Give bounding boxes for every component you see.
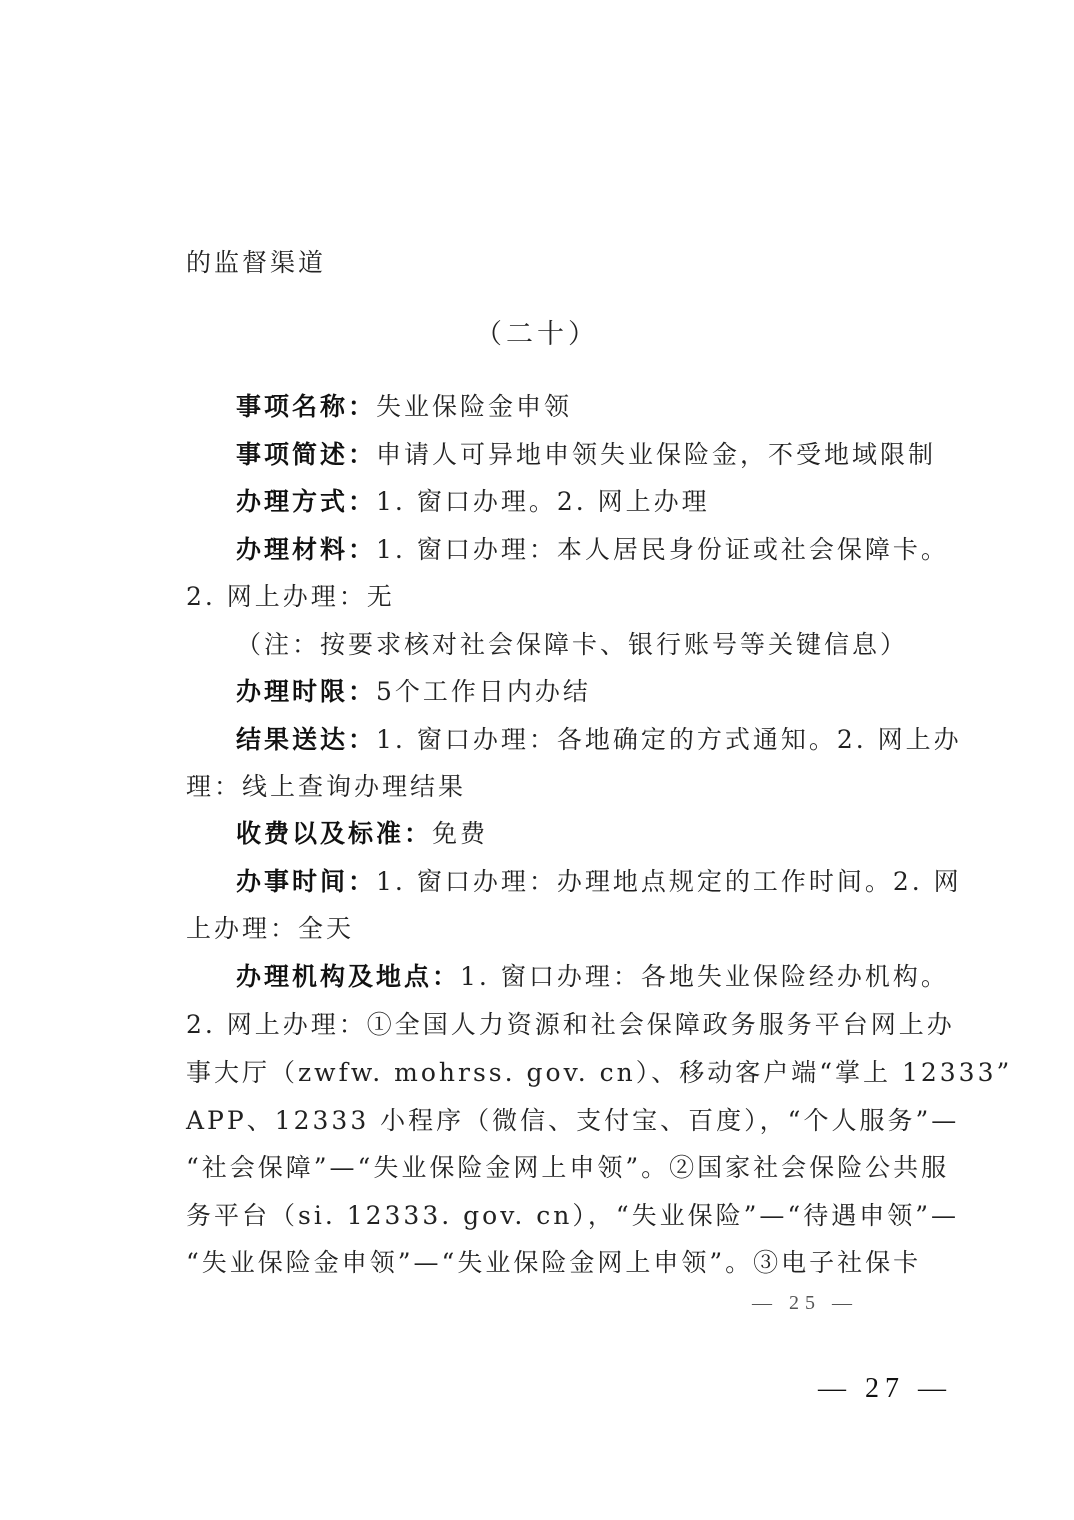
item-agency-line: 务平台（si. 12333. gov. cn），“失业保险”—“待遇申领”— xyxy=(186,1201,959,1230)
item-summary-text: 申请人可异地申领失业保险金，不受地域限制 xyxy=(376,440,937,469)
item-method-label: 办理方式： xyxy=(236,487,377,516)
item-materials-text: 1. 窗口办理：本人居民身份证或社会保障卡。 xyxy=(376,535,949,564)
item-delivery xyxy=(236,724,962,756)
item-agency-line: 事大厅（zwfw. mohrss. gov. cn）、移动客户端“掌上 12333” xyxy=(186,1058,1013,1087)
item-hours-cont: 上办理：全天 xyxy=(186,914,355,943)
item-fee-text: 免费 xyxy=(432,819,489,848)
item-method-text: 1. 窗口办理。2. 网上办理 xyxy=(376,487,710,516)
item-summary xyxy=(236,439,937,471)
item-summary-label: 事项简述： xyxy=(236,440,377,469)
item-agency-line: 2. 网上办理：①全国人力资源和社会保障政务服务平台网上办 xyxy=(186,1010,955,1039)
item-fee-label: 收费以及标准： xyxy=(236,819,433,848)
item-method xyxy=(236,486,876,518)
item-name xyxy=(236,391,876,423)
item-agency-line: “社会保障”—“失业保险金网上申领”。②国家社会保险公共服 xyxy=(186,1153,950,1182)
item-hours xyxy=(236,866,962,898)
page-number-inner: — 25 — xyxy=(752,1292,858,1314)
item-time-limit xyxy=(236,676,876,708)
item-materials-cont: 2. 网上办理：无 xyxy=(186,582,395,611)
item-delivery-cont: 理：线上查询办理结果 xyxy=(186,772,467,801)
item-agency-line: “失业保险金申领”—“失业保险金网上申领”。③电子社保卡 xyxy=(186,1248,922,1277)
item-materials xyxy=(236,534,949,566)
top-fragment: 的监督渠道 xyxy=(186,248,327,277)
item-agency-line: APP、12333 小程序（微信、支付宝、百度），“个人服务”— xyxy=(186,1106,960,1135)
item-agency xyxy=(236,961,949,993)
item-agency-label: 办理机构及地点： xyxy=(236,962,461,991)
item-agency-text: 1. 窗口办理：各地失业保险经办机构。 xyxy=(460,962,949,991)
item-name-label: 事项名称： xyxy=(236,392,377,421)
item-time-limit-text: 5个工作日内办结 xyxy=(376,677,591,706)
section-heading: （二十） xyxy=(475,319,599,350)
item-name-text: 失业保险金申领 xyxy=(376,392,573,421)
item-materials-label: 办理材料： xyxy=(236,535,377,564)
page-number-outer: — 27 — xyxy=(818,1373,952,1404)
item-note: （注：按要求核对社会保障卡、银行账号等关键信息） xyxy=(236,630,909,659)
item-delivery-label: 结果送达： xyxy=(236,725,377,754)
item-time-limit-label: 办理时限： xyxy=(236,677,377,706)
item-delivery-text: 1. 窗口办理：各地确定的方式通知。2. 网上办 xyxy=(376,725,962,754)
item-hours-label: 办事时间： xyxy=(236,867,377,896)
item-hours-text: 1. 窗口办理：办理地点规定的工作时间。2. 网 xyxy=(376,867,962,896)
item-fee xyxy=(236,818,876,850)
